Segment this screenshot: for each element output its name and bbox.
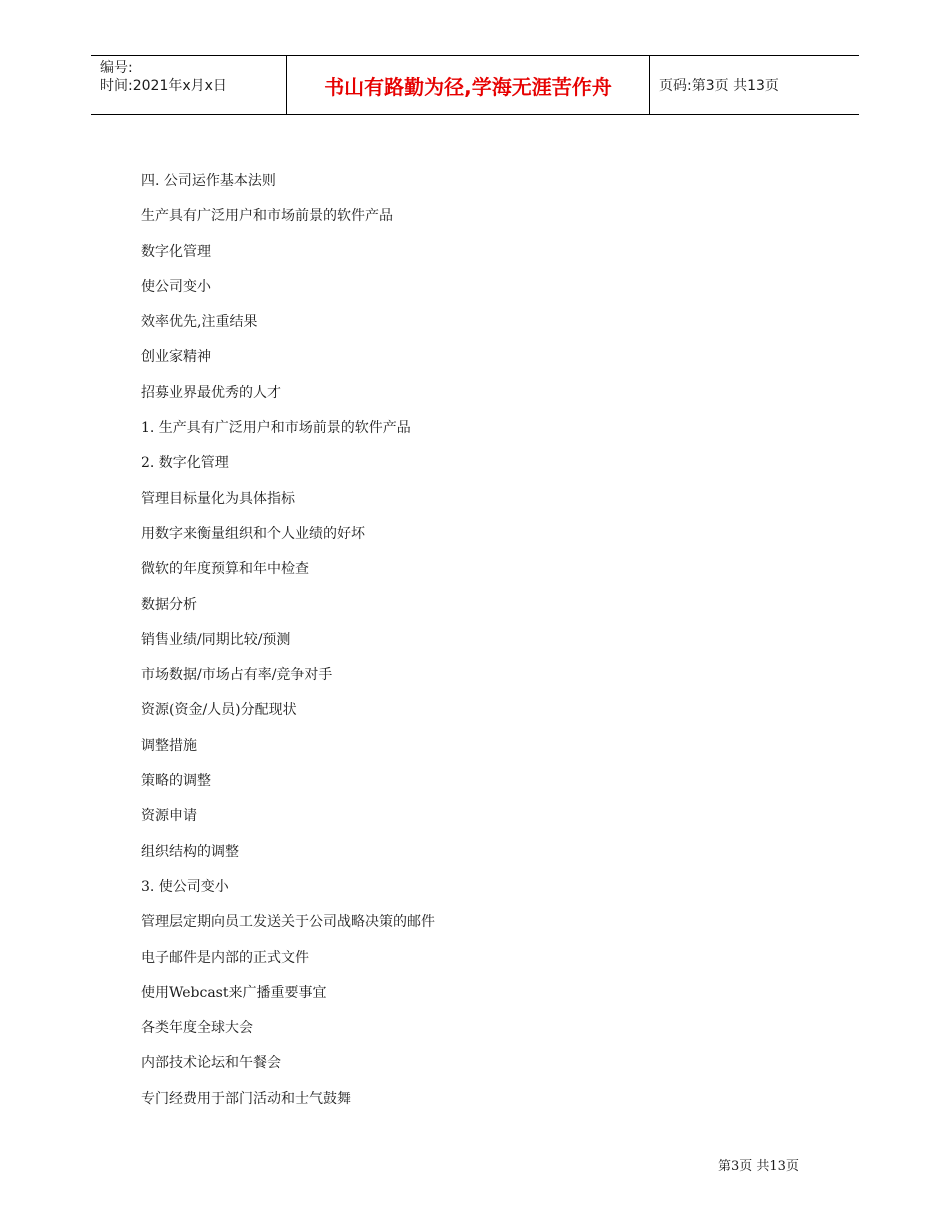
subsection-heading: 2. 数字化管理	[141, 455, 229, 472]
subsection-heading: 3. 使公司变小	[141, 878, 229, 895]
body-line: 各类年度全球大会	[141, 1020, 253, 1037]
body-line: 调整措施	[141, 737, 197, 754]
date-label: 时间:2021年x月x日	[100, 78, 227, 94]
body-line: 资源(资金/人员)分配现状	[141, 702, 297, 719]
footer-page-number: 第3页 共13页	[718, 1159, 799, 1174]
header-motto: 书山有路勤为径,学海无涯苦作舟	[324, 75, 612, 99]
body-line: 管理层定期向员工发送关于公司战略决策的邮件	[141, 914, 435, 931]
body-line: 电子邮件是内部的正式文件	[141, 949, 309, 966]
body-line: 资源申请	[141, 808, 197, 825]
header-meta-cell	[91, 56, 287, 114]
page-header	[91, 55, 859, 115]
body-line: 专门经费用于部门活动和士气鼓舞	[141, 1090, 351, 1107]
body-line: 微软的年度预算和年中检查	[141, 561, 309, 578]
body-line: 用数字来衡量组织和个人业绩的好坏	[141, 525, 365, 542]
body-line: 数据分析	[141, 596, 197, 613]
section-heading: 四. 公司运作基本法则	[141, 173, 276, 189]
body-line: 销售业绩/同期比较/预测	[141, 631, 291, 648]
body-line: 使用Webcast来广播重要事宜	[141, 984, 327, 1001]
body-line: 招募业界最优秀的人才	[141, 384, 281, 401]
body-line: 创业家精神	[141, 349, 211, 366]
body-line: 策略的调整	[141, 773, 211, 790]
body-line: 内部技术论坛和午餐会	[141, 1055, 281, 1072]
header-page-cell	[650, 56, 859, 114]
body-line: 市场数据/市场占有率/竞争对手	[141, 667, 333, 684]
body-line: 生产具有广泛用户和市场前景的软件产品	[141, 208, 393, 225]
body-line: 使公司变小	[141, 278, 211, 295]
subsection-heading: 1. 生产具有广泛用户和市场前景的软件产品	[141, 420, 411, 437]
document-body	[141, 170, 841, 1123]
header-page-number: 页码:第3页 共13页	[659, 78, 779, 94]
serial-number-label: 编号:	[100, 60, 133, 76]
body-line: 数字化管理	[141, 243, 211, 260]
header-motto-cell	[287, 56, 650, 114]
body-line: 效率优先,注重结果	[141, 314, 258, 331]
body-line: 管理目标量化为具体指标	[141, 490, 295, 507]
body-line: 组织结构的调整	[141, 843, 239, 860]
